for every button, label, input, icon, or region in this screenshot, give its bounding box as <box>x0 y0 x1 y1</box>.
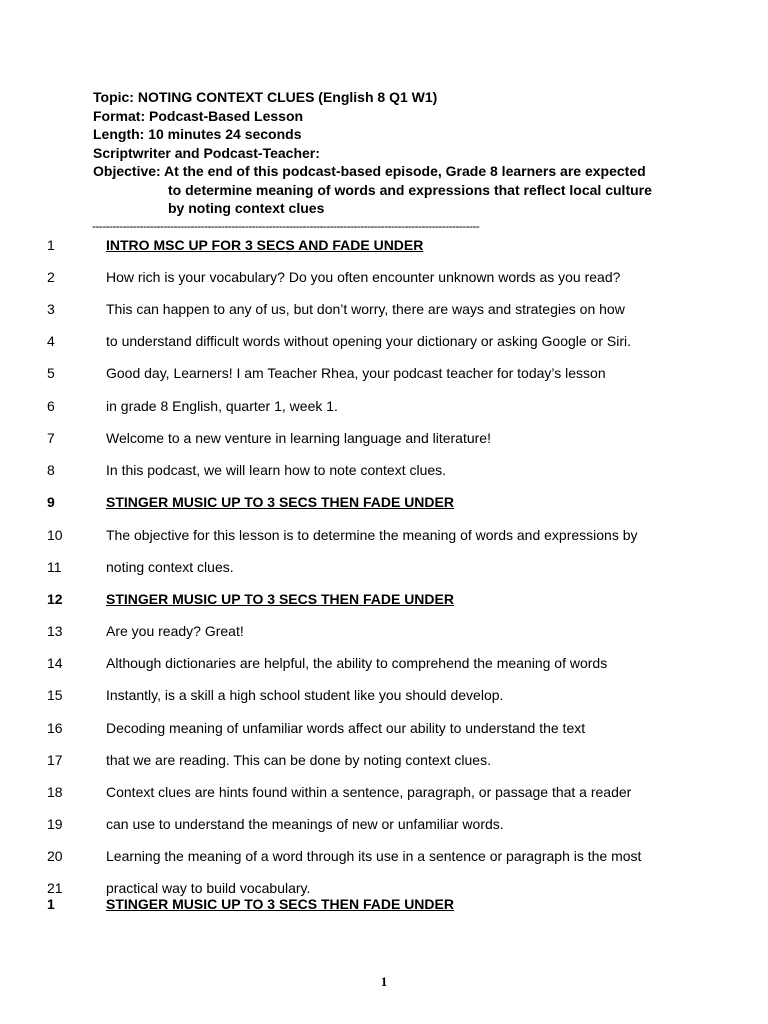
line-number: 20 <box>47 848 63 864</box>
line-number: 10 <box>47 527 63 543</box>
script-line <box>0 652 768 674</box>
music-cue: INTRO MSC UP FOR 3 SECS AND FADE UNDER <box>106 237 424 253</box>
line-number: 16 <box>47 720 63 736</box>
line-number: 15 <box>47 687 63 703</box>
line-number: 7 <box>47 430 55 446</box>
line-number: 18 <box>47 784 63 800</box>
script-line <box>0 556 768 578</box>
length-line: Length: 10 minutes 24 seconds <box>93 126 302 142</box>
script-line <box>0 266 768 288</box>
line-text: Context clues are hints found within a sentence, paragraph, or passage that a reader <box>106 784 632 800</box>
line-number: 14 <box>47 655 63 671</box>
line-number: 3 <box>47 301 55 317</box>
line-number: 1 <box>47 896 55 912</box>
script-line <box>0 459 768 481</box>
script-line <box>0 845 768 867</box>
line-text: Good day, Learners! I am Teacher Rhea, your podcast teacher for today’s lesson <box>106 365 606 381</box>
line-number: 4 <box>47 333 55 349</box>
line-text: This can happen to any of us, but don’t worry, there are ways and strategies on how <box>106 301 625 317</box>
line-number: 1 <box>47 237 55 253</box>
script-line <box>0 395 768 417</box>
objective-continuation: to determine meaning of words and expressions that reflect local culture <box>168 181 652 198</box>
line-number: 12 <box>47 591 63 607</box>
music-cue: STINGER MUSIC UP TO 3 SECS THEN FADE UNDER <box>106 896 454 912</box>
line-text: Decoding meaning of unfamiliar words affect our ability to understand the text <box>106 720 586 736</box>
line-number: 11 <box>47 559 62 575</box>
line-number: 8 <box>47 462 55 478</box>
script-line <box>0 427 768 449</box>
objective-continuation: by noting context clues <box>168 200 325 216</box>
line-text: The objective for this lesson is to determine the meaning of words and expressions by <box>106 527 638 543</box>
script-line <box>0 893 768 915</box>
line-text: Learning the meaning of a word through its use in a sentence or paragraph is the most <box>106 848 642 864</box>
script-line <box>0 298 768 320</box>
document-header <box>93 88 652 218</box>
script-line <box>0 781 768 803</box>
script-line <box>0 588 768 610</box>
line-text: In this podcast, we will learn how to note context clues. <box>106 462 447 478</box>
line-text: in grade 8 English, quarter 1, week 1. <box>106 398 338 414</box>
line-number: 6 <box>47 398 55 414</box>
topic-line: Topic: NOTING CONTEXT CLUES (English 8 Q1 W1) <box>93 89 438 105</box>
script-line <box>0 813 768 835</box>
script-line <box>0 684 768 706</box>
script-line <box>0 491 768 513</box>
line-number: 2 <box>47 269 55 285</box>
line-text: noting context clues. <box>106 559 234 575</box>
line-text: Are you ready? Great! <box>106 623 244 639</box>
script-line <box>0 234 768 256</box>
line-number: 21 <box>47 880 63 896</box>
script-line <box>0 524 768 546</box>
scriptwriter-line: Scriptwriter and Podcast-Teacher: <box>93 144 320 161</box>
music-cue: STINGER MUSIC UP TO 3 SECS THEN FADE UNDER <box>106 591 454 607</box>
line-number: 19 <box>47 816 63 832</box>
dashed-divider: ------------------------------------------------------------------------------------------------------------------ <box>92 219 480 233</box>
line-text: practical way to build vocabulary. <box>106 880 311 896</box>
objective-line: Objective: At the end of this podcast-based episode, Grade 8 learners are expected <box>93 163 646 179</box>
line-text: How rich is your vocabulary? Do you often encounter unknown words as you read? <box>106 269 621 285</box>
line-number: 17 <box>47 752 63 768</box>
line-number: 5 <box>47 365 55 381</box>
script-line <box>0 717 768 739</box>
script-line <box>0 620 768 642</box>
line-text: can use to understand the meanings of new or unfamiliar words. <box>106 816 504 832</box>
line-text: to understand difficult words without opening your dictionary or asking Google or Siri. <box>106 333 632 349</box>
script-line <box>0 330 768 352</box>
script-line <box>0 362 768 384</box>
script-line <box>0 749 768 771</box>
page-number: 1 <box>380 974 388 989</box>
line-text: Instantly, is a skill a high school student like you should develop. <box>106 687 504 703</box>
line-number: 13 <box>47 623 63 639</box>
line-text: that we are reading. This can be done by noting context clues. <box>106 752 491 768</box>
line-text: Although dictionaries are helpful, the ability to comprehend the meaning of words <box>106 655 608 671</box>
format-line: Format: Podcast-Based Lesson <box>93 107 304 124</box>
line-text: Welcome to a new venture in learning language and literature! <box>106 430 491 446</box>
music-cue: STINGER MUSIC UP TO 3 SECS THEN FADE UNDER <box>106 494 454 510</box>
line-number: 9 <box>47 494 55 510</box>
